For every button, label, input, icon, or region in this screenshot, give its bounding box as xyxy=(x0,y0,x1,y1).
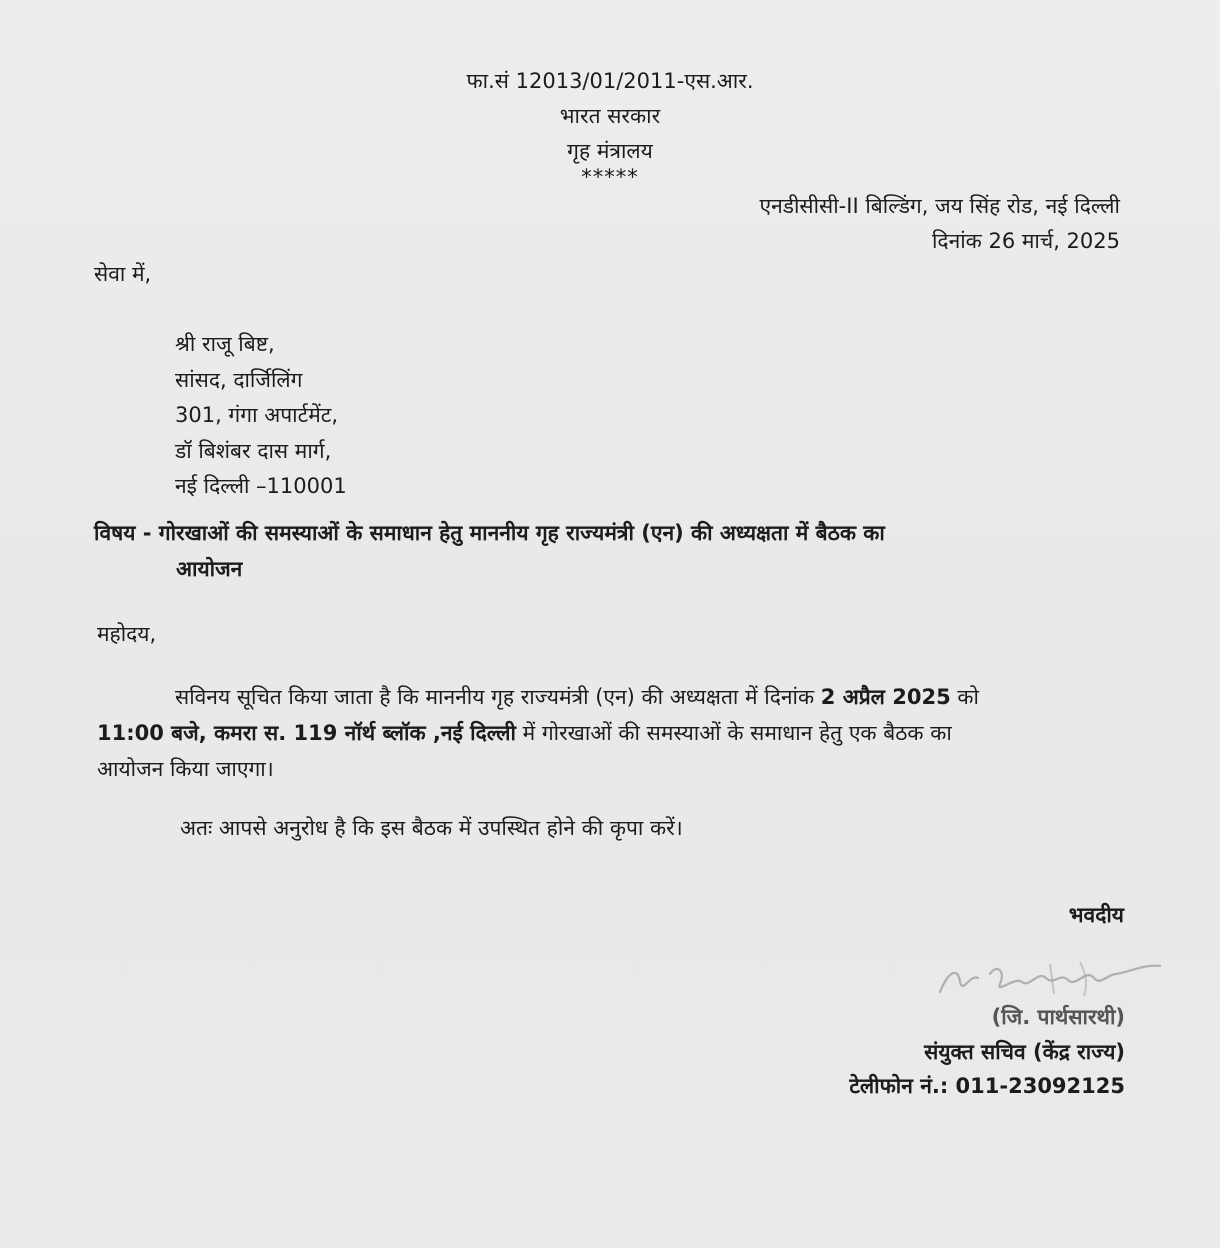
signer-block xyxy=(849,1000,1125,1104)
paragraph-line: आयोजन किया जाएगा। xyxy=(97,757,274,781)
recipient-address-line: डॉ बिशंबर दास मार्ग, xyxy=(175,438,332,463)
handwritten-signature xyxy=(930,944,1170,1004)
paragraph-line xyxy=(97,715,1127,751)
letter-date: दिनांक 26 मार्च, 2025 xyxy=(931,229,1120,253)
paragraph-text: सविनय सूचित किया जाता है कि माननीय गृह राज्यमंत्री (एन) की अध्यक्षता में दिनांक xyxy=(175,685,821,709)
signer-phone: टेलीफोन नं.: 011-23092125 xyxy=(849,1074,1125,1098)
recipient-address xyxy=(175,327,347,505)
meeting-time-venue: 11:00 बजे, कमरा स. 119 नॉर्थ ब्लॉक ,नई दिल्ली xyxy=(97,721,516,745)
ministry-name: गृह मंत्रालय xyxy=(567,139,653,163)
paragraph-text: में गोरखाओं की समस्याओं के समाधान हेतु एक बैठक का xyxy=(515,721,952,745)
recipient-designation: सांसद, दार्जिलिंग xyxy=(175,367,303,392)
greeting: महोदय, xyxy=(97,622,157,646)
paragraph-line xyxy=(97,679,1127,715)
subject xyxy=(94,519,885,581)
building-address: एनडीसीसी-II बिल्डिंग, जय सिंह रोड, नई दिल्ली xyxy=(759,194,1120,218)
file-number: फा.सं 12013/01/2011-एस.आर. xyxy=(466,69,754,93)
signer-name: (जि. पार्थसारथी) xyxy=(991,1005,1125,1029)
recipient-name: श्री राजू बिष्ट, xyxy=(175,332,275,356)
separator-stars: ***** xyxy=(581,165,639,189)
salutation-to: सेवा में, xyxy=(94,262,152,286)
recipient-address-line: 301, गंगा अपार्टमेंट, xyxy=(175,403,339,427)
request-paragraph: अतः आपसे अनुरोध है कि इस बैठक में उपस्थित होने की कृपा करें। xyxy=(180,816,683,840)
meeting-date: 2 अप्रैल 2025 xyxy=(820,685,951,709)
government-name: भारत सरकार xyxy=(559,104,661,128)
letter-header xyxy=(380,64,840,189)
body-paragraph xyxy=(97,679,1127,787)
signer-designation: संयुक्त सचिव (केंद्र राज्य) xyxy=(924,1039,1125,1064)
closing: भवदीय xyxy=(1068,903,1124,927)
subject-line: आयोजन xyxy=(176,557,243,581)
recipient-address-line: नई दिल्ली –110001 xyxy=(175,474,347,498)
subject-line: विषय - गोरखाओं की समस्याओं के समाधान हेतु माननीय गृह राज्यमंत्री (एन) की अध्यक्षता में बैठक का xyxy=(94,521,885,545)
paragraph-text: को xyxy=(950,685,979,709)
sender-address xyxy=(759,189,1120,259)
